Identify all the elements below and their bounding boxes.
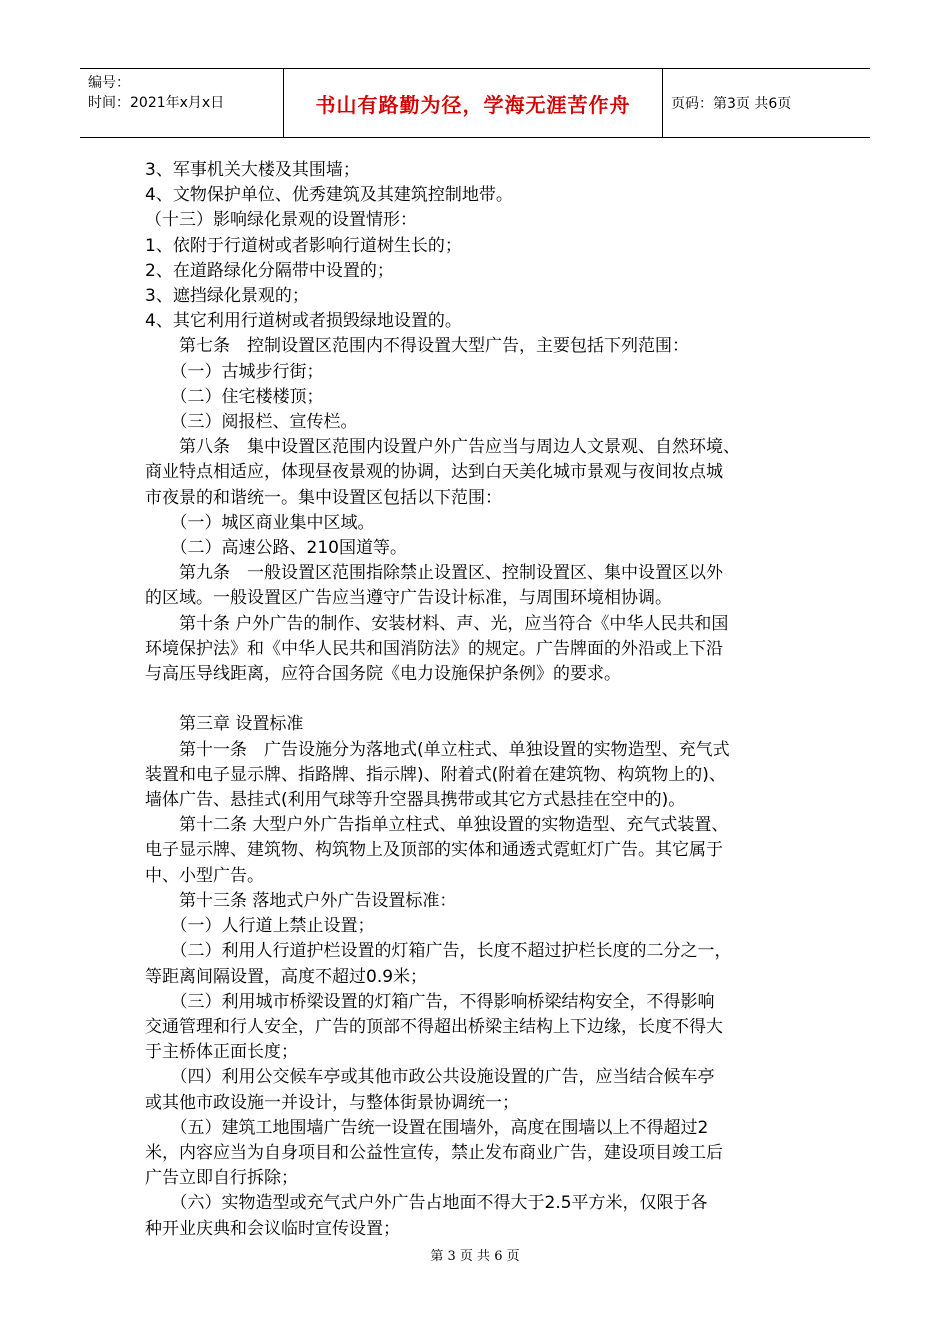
paragraph-line: 装置和电子显示牌、指路牌、指示牌)、附着式(附着在建筑物、构筑物上的)、 <box>145 764 726 785</box>
document-body <box>145 158 805 1242</box>
paragraph-line: 第三章 设置标准 <box>145 714 304 735</box>
paragraph-line: 4、其它利用行道树或者损毁绿地设置的。 <box>145 311 462 332</box>
paragraph-line: 第十二条 大型户外广告指单立柱式、单独设置的实物造型、充气式装置、 <box>145 815 729 836</box>
paragraph-line: 中、小型广告。 <box>145 865 264 886</box>
paragraph-line: 3、遮挡绿化景观的； <box>145 286 309 307</box>
header-motto-cell <box>283 69 663 137</box>
paragraph-line: （二）住宅楼楼顶； <box>145 386 324 407</box>
paragraph-line: 交通管理和行人安全，广告的顶部不得超出桥梁主结构上下边缘，长度不得大 <box>145 1016 723 1037</box>
paragraph-line: 于主桥体正面长度； <box>145 1042 298 1063</box>
paragraph-line: （三）利用城市桥梁设置的灯箱广告，不得影响桥梁结构安全，不得影响 <box>145 991 715 1012</box>
page-header <box>80 68 870 138</box>
paragraph-line: 市夜景的和谐统一。集中设置区包括以下范围： <box>145 487 502 508</box>
paragraph-line: （四）利用公交候车亭或其他市政公共设施设置的广告，应当结合候车亭 <box>145 1067 715 1088</box>
paragraph-line: 环境保护法》和《中华人民共和国消防法》的规定。广告牌面的外沿或上下沿 <box>145 638 723 659</box>
paragraph-line: （六）实物造型或充气式户外广告占地面不得大于2.5平方米，仅限于各 <box>145 1193 708 1214</box>
paragraph-line: （一）城区商业集中区域。 <box>145 512 375 533</box>
paragraph-line: （十三）影响绿化景观的设置情形： <box>145 210 417 231</box>
paragraph-line: 第十三条 落地式户外广告设置标准： <box>145 890 457 911</box>
paragraph-line: 或其他市政设施一并设计，与整体街景协调统一； <box>145 1092 519 1113</box>
header-meta <box>80 69 283 137</box>
paragraph-line: 米，内容应当为自身项目和公益性宣传，禁止发布商业广告，建设项目竣工后 <box>145 1142 723 1163</box>
paragraph-line: 2、在道路绿化分隔带中设置的； <box>145 260 394 281</box>
paragraph-line: 的区域。一般设置区广告应当遵守广告设计标准，与周围环境相协调。 <box>145 588 672 609</box>
paragraph-line: 第十一条 广告设施分为落地式(单立柱式、单独设置的实物造型、充气式 <box>145 739 730 760</box>
paragraph-line: （三）阅报栏、宣传栏。 <box>145 412 358 433</box>
document-time-label: 时间：2021年x月x日 <box>88 95 225 111</box>
page-footer: 第 3 页 共 6 页 <box>430 1249 520 1264</box>
paragraph-line: 第七条 控制设置区范围内不得设置大型广告，主要包括下列范围： <box>145 336 689 357</box>
header-motto: 书山有路勤为径，学海无涯苦作舟 <box>315 92 631 117</box>
paragraph-line: 3、军事机关大楼及其围墙； <box>145 160 360 180</box>
paragraph-line: （二）高速公路、210国道等。 <box>145 538 407 559</box>
paragraph-line: 种开业庆典和会议临时宣传设置； <box>145 1218 400 1239</box>
paragraph-line: 电子显示牌、建筑物、构筑物上及顶部的实体和通透式霓虹灯广告。其它属于 <box>145 840 723 861</box>
paragraph-line: （二）利用人行道护栏设置的灯箱广告，长度不超过护栏长度的二分之一， <box>145 941 732 962</box>
paragraph-line: （一）人行道上禁止设置； <box>145 916 375 937</box>
paragraph-line: 第九条 一般设置区范围指除禁止设置区、控制设置区、集中设置区以外 <box>145 563 723 584</box>
paragraph-line: 等距离间隔设置，高度不超过0.9米； <box>145 966 428 987</box>
paragraph-line: 商业特点相适应，体现昼夜景观的协调，达到白天美化城市景观与夜间妆点城 <box>145 462 723 483</box>
paragraph-line: 第八条 集中设置区范围内设置户外广告应当与周边人文景观、自然环境、 <box>145 437 740 458</box>
paragraph-line <box>145 687 805 712</box>
document-number-label: 编号： <box>88 75 130 91</box>
paragraph-line: （五）建筑工地围墙广告统一设置在围墙外，高度在围墙以上不得超过2 <box>145 1117 709 1138</box>
paragraph-line: 4、文物保护单位、优秀建筑及其建筑控制地带。 <box>145 185 513 206</box>
paragraph-line: 广告立即自行拆除； <box>145 1168 298 1189</box>
paragraph-line: 与高压导线距离，应符合国务院《电力设施保护条例》的要求。 <box>145 664 621 685</box>
paragraph-line: 1、依附于行道树或者影响行道树生长的； <box>145 235 462 256</box>
paragraph-line: 第十条 户外广告的制作、安装材料、声、光，应当符合《中华人民共和国 <box>145 613 729 634</box>
header-page-info: 页码：第3页 共6页 <box>671 96 792 112</box>
paragraph-line: 墙体广告、悬挂式(利用气球等升空器具携带或其它方式悬挂在空中的)。 <box>145 790 686 811</box>
paragraph-line: （一）古城步行街； <box>145 361 324 382</box>
